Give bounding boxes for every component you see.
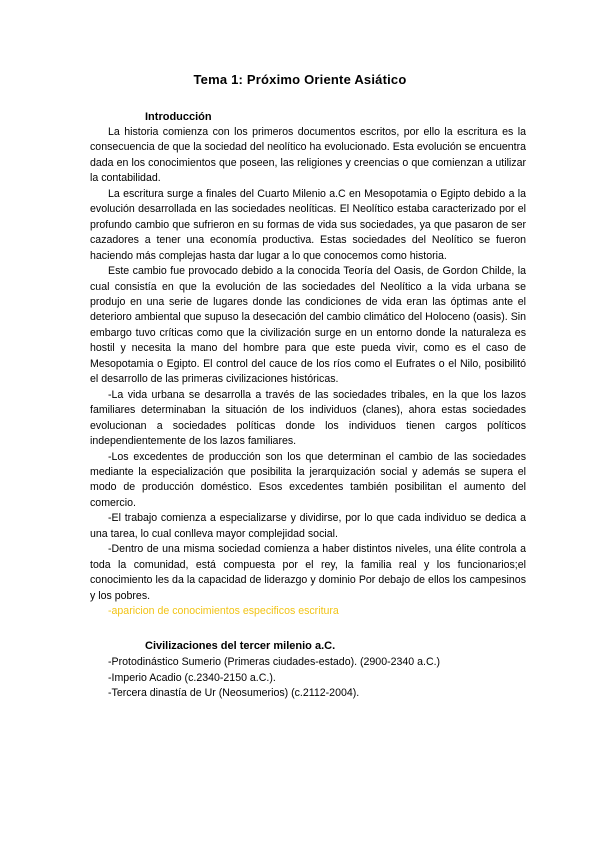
paragraph: -La vida urbana se desarrolla a través de las sociedades tribales, en la que los lazos familiares determinaban la situación de los individuos (clanes), ahora estas sociedades evolucionan a sociedades políticas donde los individuos tienen cargos políticos independientemente de los lazos familiares. xyxy=(90,388,526,448)
intro-body xyxy=(90,125,526,620)
list-item: -Imperio Acadio (c.2340-2150 a.C.). xyxy=(108,671,276,684)
paragraph: -Dentro de una misma sociedad comienza a haber distintos niveles, una élite controla a toda la comunidad, está compuesta por el rey, la familia real y los funcionarios;el conocimiento les da la capacidad de liderazgo y dominio Por debajo de ellos los campesinos y los pobres. xyxy=(90,543,526,602)
paragraph: Este cambio fue provocado debido a la conocida Teoría del Oasis, de Gordon Childe, la cual consistía en que la evolución de las sociedades del Neolítico a la vida urbana se produjo en una serie de lugares donde las condiciones de vida eran las óptimas ante el deterioro ambiental que supuso la desecación del cambio climático del Holoceno (oasis). Sin embargo tuvo críticas como que la civilización surge en un entorno donde la naturaleza es hostil y necesita la mano del hombre para que este pueda vivir, como es el caso de Mesopotamia o Egipto. El control del cauce de los ríos como el Eufrates o el Nilo, posibilitó el desarrollo de las primeras civilizaciones históricas. xyxy=(90,265,526,386)
civilizations-list xyxy=(108,655,440,702)
page-title: Tema 1: Próximo Oriente Asiático xyxy=(193,72,407,87)
list-item: -Tercera dinastía de Ur (Neosumerios) (c.2112-2004). xyxy=(108,687,360,699)
paragraph: La escritura surge a finales del Cuarto Milenio a.C en Mesopotamia o Egipto debido a la evolución desarrollada en las sociedades neolíticas. El Neolítico estaba caracterizado por el profundo cambio que sufrieron en su formas de vida sus sociedades, ya que pasaron de ser cazadores a tener una economía productiva. Estas sociedades del Neolítico se fueron haciendo más complejas hasta dar lugar a lo que conocemos como historia. xyxy=(90,187,526,262)
intro-heading: Introducción xyxy=(145,111,212,123)
list-item: -Protodinástico Sumerio (Primeras ciudades-estado). (2900-2340 a.C.) xyxy=(108,656,441,668)
paragraph: La historia comienza con los primeros documentos escritos, por ello la escritura es la consecuencia de que la sociedad del neolítico ha evolucionado. Esta evolución se encuentra dada en los conocimientos que poseen, las religiones y creencias o que comienzan a utilizar la contabilidad. xyxy=(90,126,526,185)
paragraph: -El trabajo comienza a especializarse y dividirse, por lo que cada individuo se dedica a una tarea, lo cual conlleva mayor complejidad social. xyxy=(90,512,526,540)
paragraph: -Los excedentes de producción son los que determinan el cambio de las sociedades mediante la especialización que posibilita la jerarquización social y además se supera el modo de producción doméstico. Esos excedentes también posibilitan el aumento del comercio. xyxy=(90,450,526,509)
highlighted-note: -aparicion de conocimientos especificos escritura xyxy=(108,605,339,618)
civilizations-heading: Civilizaciones del tercer milenio a.C. xyxy=(145,640,336,652)
